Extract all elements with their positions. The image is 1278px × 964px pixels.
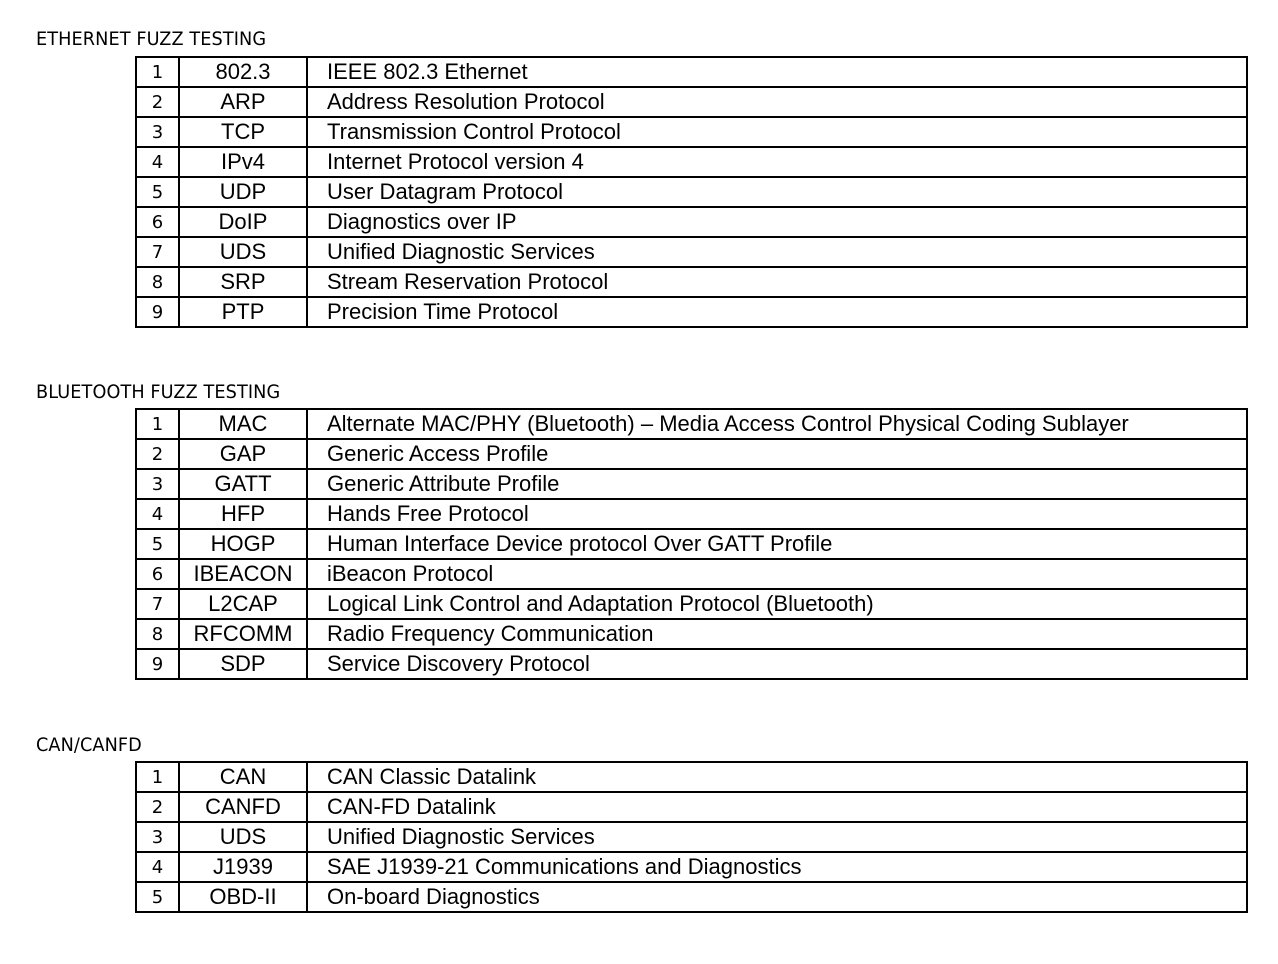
table-row <box>136 822 1247 852</box>
protocol-abbreviation: GATT <box>179 469 307 499</box>
protocol-abbreviation: ARP <box>179 87 307 117</box>
protocol-description: IEEE 802.3 Ethernet <box>307 57 1247 87</box>
table-row <box>136 297 1247 327</box>
protocol-abbreviation: HFP <box>179 499 307 529</box>
table-row <box>136 147 1247 177</box>
table-row <box>136 207 1247 237</box>
table-row <box>136 619 1247 649</box>
protocol-description: On-board Diagnostics <box>307 882 1247 912</box>
protocol-description: Hands Free Protocol <box>307 499 1247 529</box>
section-title-bluetooth: BLUETOOTH FUZZ TESTING <box>36 381 281 403</box>
protocol-description: User Datagram Protocol <box>307 177 1247 207</box>
row-number: 2 <box>136 439 179 469</box>
table-row <box>136 117 1247 147</box>
protocol-abbreviation: SDP <box>179 649 307 679</box>
ethernet-table-body <box>136 57 1247 327</box>
row-number: 8 <box>136 267 179 297</box>
table-row <box>136 529 1247 559</box>
protocol-description: Service Discovery Protocol <box>307 649 1247 679</box>
protocol-abbreviation: DoIP <box>179 207 307 237</box>
row-number: 3 <box>136 117 179 147</box>
protocol-abbreviation: SRP <box>179 267 307 297</box>
protocol-description: Address Resolution Protocol <box>307 87 1247 117</box>
protocol-description: Transmission Control Protocol <box>307 117 1247 147</box>
table-row <box>136 852 1247 882</box>
table-row <box>136 882 1247 912</box>
protocol-abbreviation: L2CAP <box>179 589 307 619</box>
protocol-abbreviation: UDS <box>179 822 307 852</box>
protocol-abbreviation: UDS <box>179 237 307 267</box>
protocol-abbreviation: OBD-II <box>179 882 307 912</box>
protocol-abbreviation: CAN <box>179 762 307 792</box>
protocol-description: Logical Link Control and Adaptation Protocol (Bluetooth) <box>307 589 1247 619</box>
protocol-abbreviation: PTP <box>179 297 307 327</box>
protocol-abbreviation: TCP <box>179 117 307 147</box>
protocol-description: Human Interface Device protocol Over GATT Profile <box>307 529 1247 559</box>
row-number: 2 <box>136 87 179 117</box>
ethernet-protocol-table <box>135 56 1248 328</box>
protocol-abbreviation: HOGP <box>179 529 307 559</box>
row-number: 4 <box>136 852 179 882</box>
table-row <box>136 469 1247 499</box>
protocol-abbreviation: RFCOMM <box>179 619 307 649</box>
table-row <box>136 267 1247 297</box>
bluetooth-table-body <box>136 409 1247 679</box>
row-number: 4 <box>136 499 179 529</box>
row-number: 3 <box>136 822 179 852</box>
protocol-abbreviation: 802.3 <box>179 57 307 87</box>
row-number: 6 <box>136 207 179 237</box>
row-number: 1 <box>136 762 179 792</box>
protocol-description: Precision Time Protocol <box>307 297 1247 327</box>
row-number: 1 <box>136 57 179 87</box>
table-row <box>136 559 1247 589</box>
bluetooth-protocol-table <box>135 408 1248 680</box>
table-row <box>136 237 1247 267</box>
row-number: 2 <box>136 792 179 822</box>
section-title-ethernet: ETHERNET FUZZ TESTING <box>36 28 267 50</box>
table-row <box>136 792 1247 822</box>
protocol-description: Stream Reservation Protocol <box>307 267 1247 297</box>
protocol-abbreviation: CANFD <box>179 792 307 822</box>
table-row <box>136 177 1247 207</box>
can-protocol-table <box>135 761 1248 913</box>
protocol-description: Unified Diagnostic Services <box>307 822 1247 852</box>
protocol-abbreviation: J1939 <box>179 852 307 882</box>
row-number: 5 <box>136 177 179 207</box>
protocol-abbreviation: MAC <box>179 409 307 439</box>
row-number: 5 <box>136 529 179 559</box>
protocol-description: Internet Protocol version 4 <box>307 147 1247 177</box>
table-row <box>136 409 1247 439</box>
row-number: 7 <box>136 589 179 619</box>
table-row <box>136 439 1247 469</box>
table-row <box>136 57 1247 87</box>
protocol-description: SAE J1939-21 Communications and Diagnostics <box>307 852 1247 882</box>
table-row <box>136 499 1247 529</box>
protocol-description: Radio Frequency Communication <box>307 619 1247 649</box>
protocol-description: iBeacon Protocol <box>307 559 1247 589</box>
row-number: 4 <box>136 147 179 177</box>
protocol-description: Unified Diagnostic Services <box>307 237 1247 267</box>
section-title-can: CAN/CANFD <box>36 734 142 756</box>
row-number: 3 <box>136 469 179 499</box>
table-row <box>136 762 1247 792</box>
row-number: 7 <box>136 237 179 267</box>
protocol-description: CAN Classic Datalink <box>307 762 1247 792</box>
protocol-abbreviation: IPv4 <box>179 147 307 177</box>
row-number: 8 <box>136 619 179 649</box>
protocol-abbreviation: UDP <box>179 177 307 207</box>
row-number: 6 <box>136 559 179 589</box>
can-table-body <box>136 762 1247 912</box>
protocol-description: Generic Attribute Profile <box>307 469 1247 499</box>
row-number: 5 <box>136 882 179 912</box>
protocol-description: Diagnostics over IP <box>307 207 1247 237</box>
row-number: 9 <box>136 649 179 679</box>
protocol-description: CAN-FD Datalink <box>307 792 1247 822</box>
protocol-description: Alternate MAC/PHY (Bluetooth) – Media Access Control Physical Coding Sublayer <box>307 409 1247 439</box>
protocol-abbreviation: GAP <box>179 439 307 469</box>
protocol-description: Generic Access Profile <box>307 439 1247 469</box>
row-number: 1 <box>136 409 179 439</box>
protocol-abbreviation: IBEACON <box>179 559 307 589</box>
table-row <box>136 649 1247 679</box>
row-number: 9 <box>136 297 179 327</box>
table-row <box>136 87 1247 117</box>
table-row <box>136 589 1247 619</box>
